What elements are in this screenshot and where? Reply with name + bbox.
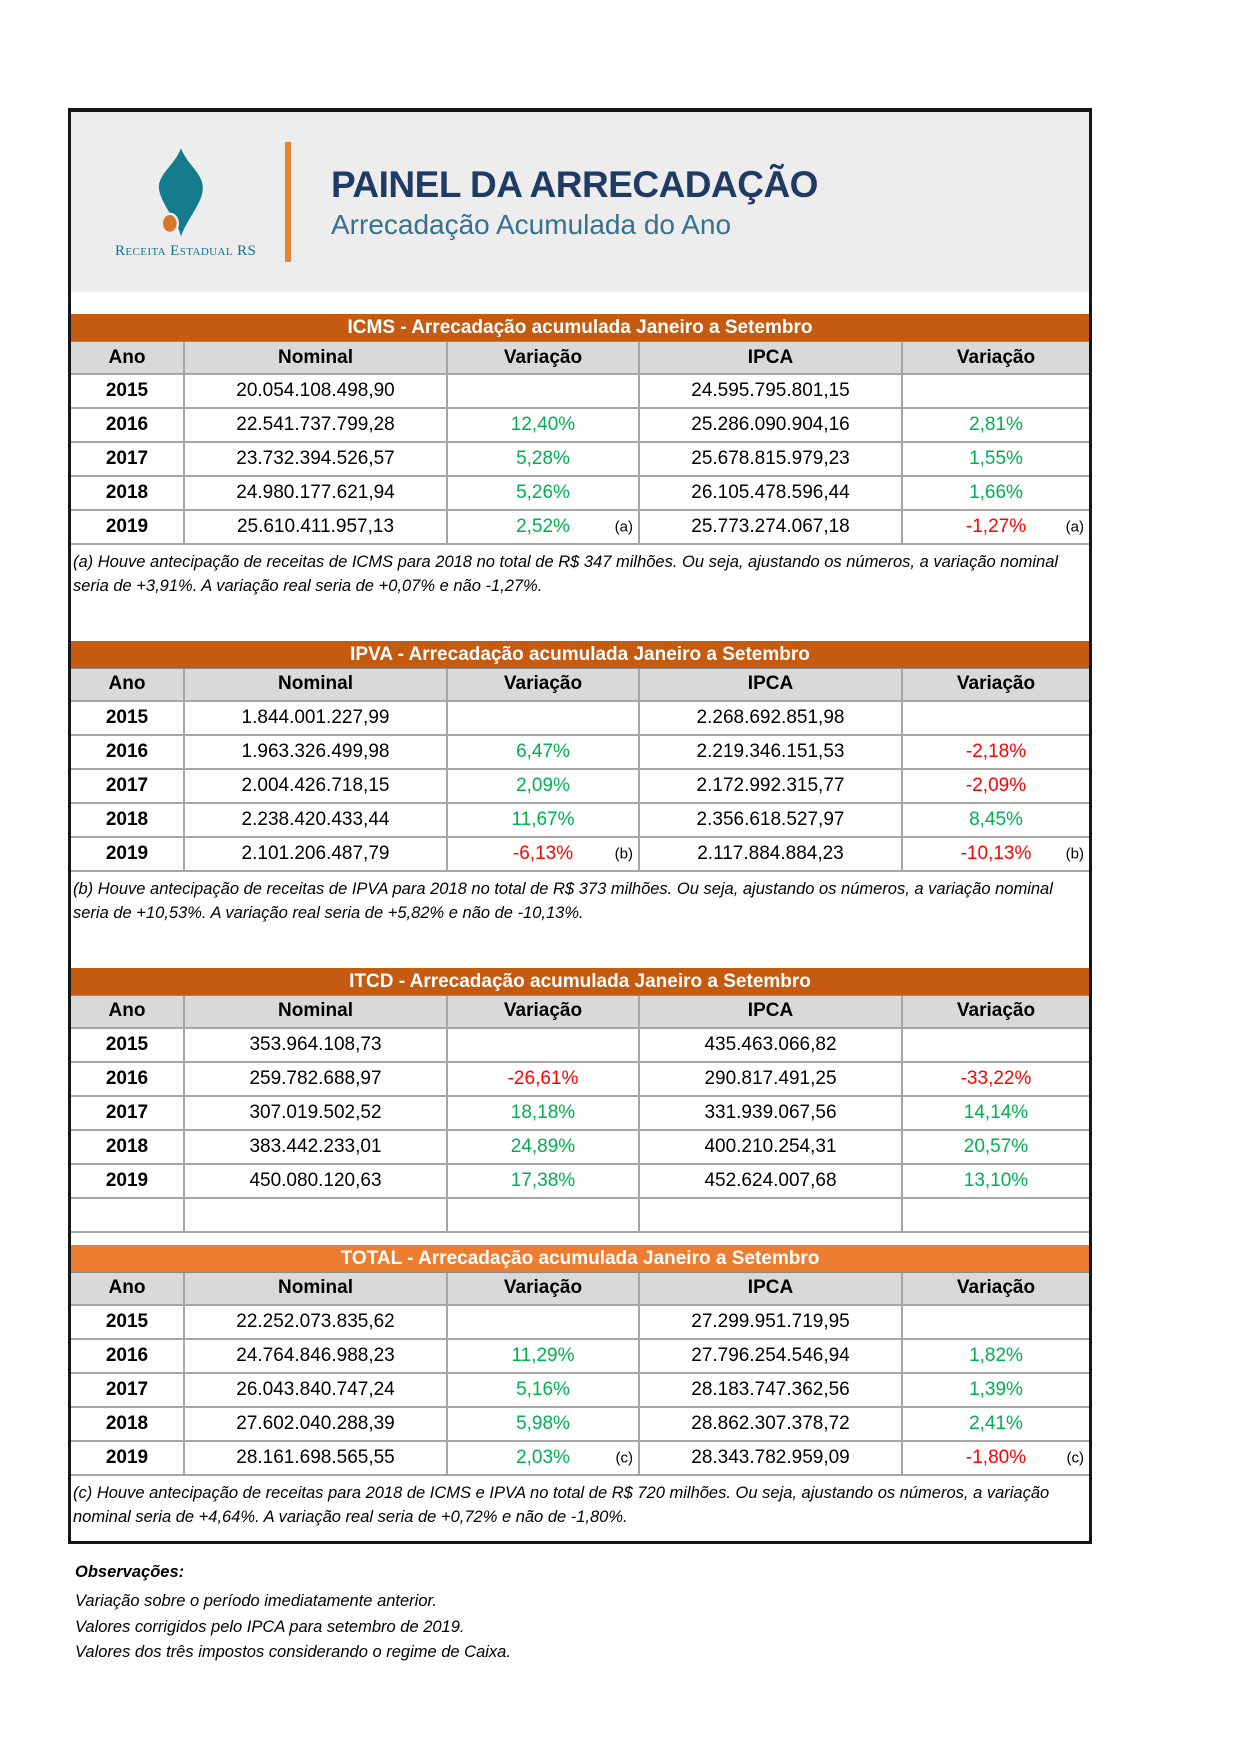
ipca-variation-cell xyxy=(902,408,1089,442)
table-row xyxy=(71,1198,1089,1232)
variation-cell xyxy=(447,1305,639,1339)
ipca-cell: 28.862.307.378,72 xyxy=(639,1407,902,1441)
variation-value: -33,22% xyxy=(960,1067,1032,1089)
nominal-cell: 23.732.394.526,57 xyxy=(184,442,447,476)
year-cell: 2016 xyxy=(71,408,184,442)
variation-value: 13,10% xyxy=(963,1169,1029,1191)
nominal-cell: 26.043.840.747,24 xyxy=(184,1373,447,1407)
observations-heading: Observações: xyxy=(75,1562,185,1581)
variation-value: -6,13% xyxy=(512,842,574,864)
itcd-table-section xyxy=(71,968,1089,1233)
ipca-cell: 25.678.815.979,23 xyxy=(639,442,902,476)
ipca-variation-cell xyxy=(902,1441,1089,1475)
col-ipca: IPCA xyxy=(639,996,902,1028)
variation-cell xyxy=(447,769,639,803)
variation-cell xyxy=(447,442,639,476)
nominal-cell xyxy=(184,1198,447,1232)
total-table-title: TOTAL - Arrecadação acumulada Janeiro a Setembro xyxy=(71,1245,1089,1273)
footnote-marker: (a) xyxy=(1065,518,1084,536)
variation-cell xyxy=(447,408,639,442)
variation-value: 2,81% xyxy=(969,414,1023,435)
ipca-cell: 27.796.254.546,94 xyxy=(639,1339,902,1373)
variation-cell xyxy=(447,735,639,769)
variation-value: -1,80% xyxy=(965,1446,1027,1468)
ipca-variation-cell xyxy=(902,769,1089,803)
nominal-cell: 307.019.502,52 xyxy=(184,1096,447,1130)
variation-cell xyxy=(447,1441,639,1475)
footnote-marker: (c) xyxy=(615,1449,633,1467)
table-row xyxy=(71,769,1089,803)
variation-value: 6,47% xyxy=(516,740,570,762)
itcd-table xyxy=(71,996,1089,1233)
ipca-cell: 435.463.066,82 xyxy=(639,1028,902,1062)
observation-line: Valores corrigidos pelo IPCA para setembro de 2019. xyxy=(75,1617,465,1636)
year-cell: 2016 xyxy=(71,1339,184,1373)
ipca-variation-cell xyxy=(902,476,1089,510)
observation-line: Valores dos três impostos considerando o regime de Caixa. xyxy=(75,1643,511,1662)
variation-cell xyxy=(447,1339,639,1373)
year-cell: 2015 xyxy=(71,1305,184,1339)
nominal-cell: 2.101.206.487,79 xyxy=(184,837,447,871)
ipca-cell: 2.356.618.527,97 xyxy=(639,803,902,837)
ipca-variation-cell xyxy=(902,1339,1089,1373)
year-cell: 2019 xyxy=(71,837,184,871)
variation-value: 11,67% xyxy=(511,808,575,830)
footnote-marker: (b) xyxy=(1065,845,1084,863)
ipca-cell: 28.183.747.362,56 xyxy=(639,1373,902,1407)
variation-value: 2,03% xyxy=(516,1446,570,1468)
col-nominal: Nominal xyxy=(184,342,447,374)
table-row xyxy=(71,510,1089,544)
year-cell: 2015 xyxy=(71,1028,184,1062)
column-header-row xyxy=(71,669,1089,701)
variation-value: 20,57% xyxy=(963,1135,1029,1157)
ipca-variation-cell xyxy=(902,735,1089,769)
variation-cell xyxy=(447,374,639,408)
variation-value: 5,16% xyxy=(516,1378,570,1400)
year-cell: 2017 xyxy=(71,442,184,476)
total-table-section xyxy=(71,1245,1089,1530)
col-variacao-ipca: Variação xyxy=(902,996,1089,1028)
col-ano: Ano xyxy=(71,996,184,1028)
variation-value: -2,18% xyxy=(965,740,1027,762)
orange-divider xyxy=(285,142,291,262)
col-ipca: IPCA xyxy=(639,669,902,701)
itcd-table-title: ITCD - Arrecadação acumulada Janeiro a Setembro xyxy=(71,968,1089,996)
ipca-variation-cell xyxy=(902,442,1089,476)
footnote-marker: (c) xyxy=(1066,1449,1084,1467)
table-row xyxy=(71,1305,1089,1339)
table-row xyxy=(71,1339,1089,1373)
variation-value: 17,38% xyxy=(510,1169,576,1191)
variation-cell xyxy=(447,803,639,837)
variation-cell xyxy=(447,1198,639,1232)
total-table xyxy=(71,1273,1089,1476)
ipca-cell: 2.219.346.151,53 xyxy=(639,735,902,769)
variation-value: 12,40% xyxy=(510,414,576,435)
ipca-variation-cell xyxy=(902,837,1089,871)
ipca-variation-cell xyxy=(902,803,1089,837)
ipca-cell: 452.624.007,68 xyxy=(639,1164,902,1198)
year-cell: 2018 xyxy=(71,803,184,837)
ipca-cell: 25.286.090.904,16 xyxy=(639,408,902,442)
variation-cell xyxy=(447,1164,639,1198)
footnote-b: (b) Houve antecipação de receitas de IPVA para 2018 no total de R$ 373 milhões. Ou seja, ajustando os números, a variação nominal seria de +10,53%. A variação real seria de +5,82% e não de -10,13%. xyxy=(73,879,1053,922)
variation-value: 24,89% xyxy=(510,1135,576,1157)
variation-value: -1,27% xyxy=(965,516,1027,537)
variation-value: 5,26% xyxy=(516,482,570,503)
year-cell: 2019 xyxy=(71,1441,184,1475)
agency-name: Receita Estadual RS xyxy=(115,242,257,259)
nominal-cell: 1.844.001.227,99 xyxy=(184,701,447,735)
col-variacao: Variação xyxy=(447,1273,639,1305)
table-row xyxy=(71,1028,1089,1062)
nominal-cell: 20.054.108.498,90 xyxy=(184,374,447,408)
variation-cell xyxy=(447,701,639,735)
nominal-cell: 450.080.120,63 xyxy=(184,1164,447,1198)
ipca-cell: 2.268.692.851,98 xyxy=(639,701,902,735)
col-ipca: IPCA xyxy=(639,1273,902,1305)
variation-value: 14,14% xyxy=(963,1101,1029,1123)
ipca-cell: 2.172.992.315,77 xyxy=(639,769,902,803)
column-header-row xyxy=(71,996,1089,1028)
variation-cell xyxy=(447,837,639,871)
variation-value: 1,39% xyxy=(969,1378,1023,1400)
icms-table-title: ICMS - Arrecadação acumulada Janeiro a Setembro xyxy=(71,314,1089,342)
report-page xyxy=(68,108,1092,1662)
nominal-cell: 353.964.108,73 xyxy=(184,1028,447,1062)
variation-value: 11,29% xyxy=(511,1344,575,1366)
ipca-cell: 331.939.067,56 xyxy=(639,1096,902,1130)
variation-cell xyxy=(447,1062,639,1096)
report-header xyxy=(71,112,1089,292)
year-cell: 2018 xyxy=(71,1407,184,1441)
table-row xyxy=(71,374,1089,408)
ipca-cell xyxy=(639,1198,902,1232)
year-cell: 2019 xyxy=(71,1164,184,1198)
nominal-cell: 22.541.737.799,28 xyxy=(184,408,447,442)
col-variacao: Variação xyxy=(447,996,639,1028)
variation-cell xyxy=(447,510,639,544)
col-variacao-ipca: Variação xyxy=(902,342,1089,374)
table-row xyxy=(71,1130,1089,1164)
table-row xyxy=(71,1373,1089,1407)
year-cell: 2018 xyxy=(71,1130,184,1164)
col-nominal: Nominal xyxy=(184,1273,447,1305)
footnote-marker: (a) xyxy=(614,518,633,536)
nominal-cell: 383.442.233,01 xyxy=(184,1130,447,1164)
ipca-cell: 24.595.795.801,15 xyxy=(639,374,902,408)
variation-value: 5,98% xyxy=(516,1412,570,1434)
variation-cell xyxy=(447,1028,639,1062)
variation-value: 8,45% xyxy=(969,808,1023,830)
variation-cell xyxy=(447,1096,639,1130)
year-cell: 2018 xyxy=(71,476,184,510)
title-block xyxy=(331,164,818,241)
table-row xyxy=(71,1164,1089,1198)
variation-value: 5,28% xyxy=(516,448,570,469)
observations-block xyxy=(75,1560,1089,1666)
ipca-variation-cell xyxy=(902,701,1089,735)
nominal-cell: 2.238.420.433,44 xyxy=(184,803,447,837)
variation-cell xyxy=(447,1407,639,1441)
year-cell: 2017 xyxy=(71,1373,184,1407)
footnote-c: (c) Houve antecipação de receitas para 2018 de ICMS e IPVA no total de R$ 720 milhões. Ou seja, ajustando os números, a variação nominal seria de +4,64%. A variação real seria de +0,72% e não de -1,80%. xyxy=(73,1483,1050,1526)
variation-value: 1,66% xyxy=(969,482,1023,503)
year-cell: 2016 xyxy=(71,1062,184,1096)
col-nominal: Nominal xyxy=(184,669,447,701)
variation-value: 2,52% xyxy=(516,516,570,537)
year-cell: 2015 xyxy=(71,701,184,735)
col-ano: Ano xyxy=(71,1273,184,1305)
icms-table-section xyxy=(71,314,1089,599)
table-row xyxy=(71,701,1089,735)
ipva-table-section xyxy=(71,641,1089,926)
variation-cell xyxy=(447,1130,639,1164)
nominal-cell: 22.252.073.835,62 xyxy=(184,1305,447,1339)
table-row xyxy=(71,803,1089,837)
table-row xyxy=(71,1407,1089,1441)
page-subtitle: Arrecadação Acumulada do Ano xyxy=(331,208,732,240)
col-nominal: Nominal xyxy=(184,996,447,1028)
year-cell: 2017 xyxy=(71,1096,184,1130)
ipca-variation-cell xyxy=(902,1407,1089,1441)
table-row xyxy=(71,1441,1089,1475)
table-row xyxy=(71,837,1089,871)
nominal-cell: 2.004.426.718,15 xyxy=(184,769,447,803)
ipca-cell: 28.343.782.959,09 xyxy=(639,1441,902,1475)
ipca-variation-cell xyxy=(902,1028,1089,1062)
nominal-cell: 24.980.177.621,94 xyxy=(184,476,447,510)
col-variacao-ipca: Variação xyxy=(902,669,1089,701)
nominal-cell: 1.963.326.499,98 xyxy=(184,735,447,769)
col-variacao: Variação xyxy=(447,342,639,374)
nominal-cell: 24.764.846.988,23 xyxy=(184,1339,447,1373)
footnote-marker: (b) xyxy=(614,845,633,863)
ipca-cell: 290.817.491,25 xyxy=(639,1062,902,1096)
table-row xyxy=(71,735,1089,769)
ipca-variation-cell xyxy=(902,1130,1089,1164)
ipca-variation-cell xyxy=(902,374,1089,408)
diamond-gem-icon xyxy=(141,145,221,241)
agency-logo xyxy=(115,145,257,260)
ipca-variation-cell xyxy=(902,1305,1089,1339)
year-cell xyxy=(71,1198,184,1232)
ipca-variation-cell xyxy=(902,1164,1089,1198)
column-header-row xyxy=(71,1273,1089,1305)
table-row xyxy=(71,1096,1089,1130)
table-row xyxy=(71,442,1089,476)
ipca-cell: 27.299.951.719,95 xyxy=(639,1305,902,1339)
icms-table xyxy=(71,342,1089,545)
ipca-cell: 400.210.254,31 xyxy=(639,1130,902,1164)
year-cell: 2016 xyxy=(71,735,184,769)
variation-value: 18,18% xyxy=(510,1101,576,1123)
ipva-table-title: IPVA - Arrecadação acumulada Janeiro a Setembro xyxy=(71,641,1089,669)
ipva-table xyxy=(71,669,1089,872)
col-variacao-ipca: Variação xyxy=(902,1273,1089,1305)
ipca-variation-cell xyxy=(902,510,1089,544)
col-ano: Ano xyxy=(71,342,184,374)
variation-value: 2,09% xyxy=(516,774,570,796)
col-ipca: IPCA xyxy=(639,342,902,374)
ipca-cell: 26.105.478.596,44 xyxy=(639,476,902,510)
page-title: PAINEL DA ARRECADAÇÃO xyxy=(331,163,818,205)
nominal-cell: 27.602.040.288,39 xyxy=(184,1407,447,1441)
year-cell: 2019 xyxy=(71,510,184,544)
nominal-cell: 28.161.698.565,55 xyxy=(184,1441,447,1475)
ipca-cell: 25.773.274.067,18 xyxy=(639,510,902,544)
observation-line: Variação sobre o período imediatamente anterior. xyxy=(75,1592,437,1611)
ipca-variation-cell xyxy=(902,1096,1089,1130)
col-ano: Ano xyxy=(71,669,184,701)
variation-value: 1,55% xyxy=(969,448,1023,469)
year-cell: 2015 xyxy=(71,374,184,408)
variation-value: -2,09% xyxy=(965,774,1027,796)
nominal-cell: 25.610.411.957,13 xyxy=(184,510,447,544)
table-row xyxy=(71,476,1089,510)
year-cell: 2017 xyxy=(71,769,184,803)
footnote-a: (a) Houve antecipação de receitas de ICMS para 2018 no total de R$ 347 milhões. Ou seja, ajustando os números, a variação nominal seria de +3,91%. A variação real seria de +0,07% e não -1,27%. xyxy=(73,553,1059,595)
ipca-variation-cell xyxy=(902,1198,1089,1232)
table-row xyxy=(71,408,1089,442)
col-variacao: Variação xyxy=(447,669,639,701)
table-row xyxy=(71,1062,1089,1096)
nominal-cell: 259.782.688,97 xyxy=(184,1062,447,1096)
variation-value: -10,13% xyxy=(960,842,1032,864)
variation-value: -26,61% xyxy=(507,1067,579,1089)
variation-value: 2,41% xyxy=(969,1412,1023,1434)
variation-cell xyxy=(447,476,639,510)
column-header-row xyxy=(71,342,1089,374)
ipca-cell: 2.117.884.884,23 xyxy=(639,837,902,871)
variation-cell xyxy=(447,1373,639,1407)
ipca-variation-cell xyxy=(902,1062,1089,1096)
variation-value: 1,82% xyxy=(969,1344,1023,1366)
ipca-variation-cell xyxy=(902,1373,1089,1407)
